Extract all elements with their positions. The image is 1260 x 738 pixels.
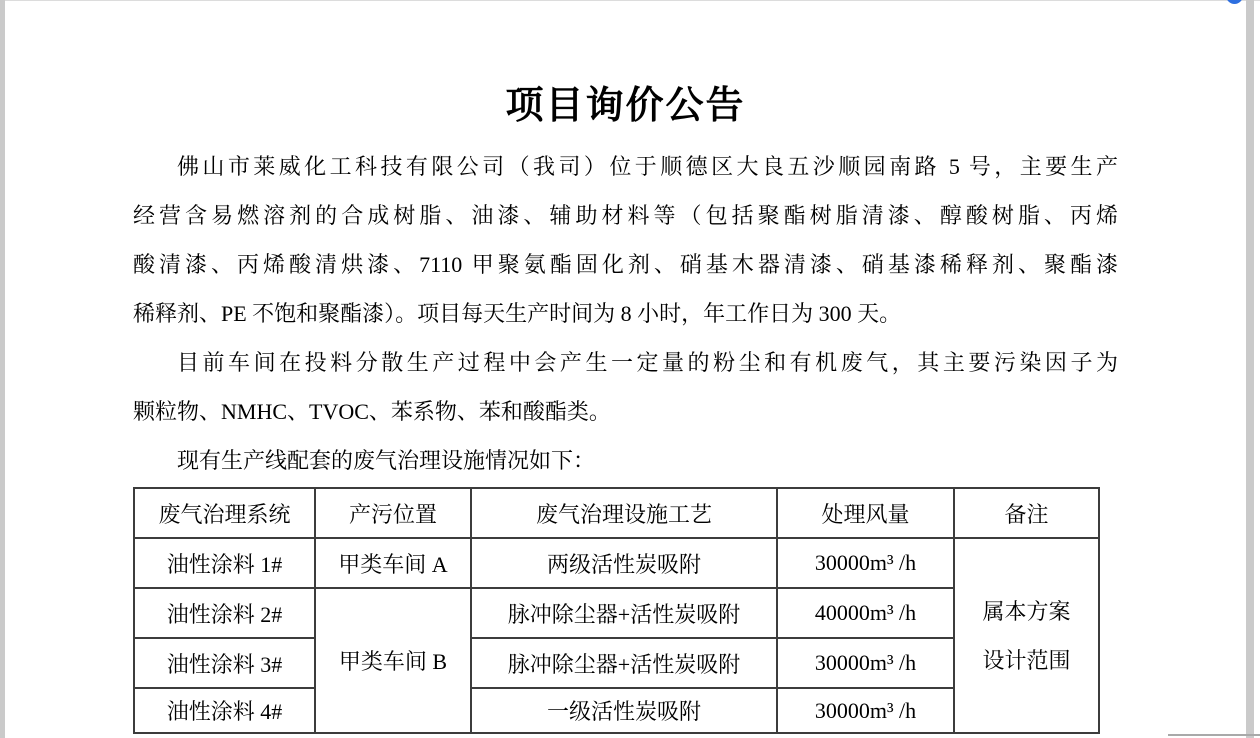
cell-system: 油性涂料 4#	[134, 688, 315, 733]
page-title: 项目询价公告	[505, 85, 746, 127]
table-row	[134, 538, 1099, 588]
remark-line1: 属本方案	[982, 598, 1071, 624]
header-cell-location: 产污位置	[315, 488, 471, 538]
cell-system: 油性涂料 1#	[134, 538, 315, 588]
cell-airflow: 30000m³ /h	[777, 638, 954, 688]
cell-process: 脉冲除尘器+活性炭吸附	[471, 588, 777, 638]
page-bottom-edge	[1168, 734, 1260, 736]
paragraph1-line2: 经营含易燃溶剂的合成树脂、油漆、辅助材料等（包括聚酯树脂清漆、醇酸树脂、丙烯	[133, 203, 1118, 228]
cell-airflow: 40000m³ /h	[777, 588, 954, 638]
cell-process: 脉冲除尘器+活性炭吸附	[471, 638, 777, 688]
waste-gas-treatment-table	[133, 487, 1100, 734]
cell-remark	[954, 538, 1099, 733]
cell-airflow: 30000m³ /h	[777, 538, 954, 588]
cell-process: 一级活性炭吸附	[471, 688, 777, 733]
paragraph2-line1: 目前车间在投料分散生产过程中会产生一定量的粉尘和有机废气，其主要污染因子为	[177, 350, 1118, 375]
cell-location: 甲类车间 A	[315, 538, 471, 588]
header-cell-airflow: 处理风量	[777, 488, 954, 538]
cell-process: 两级活性炭吸附	[471, 538, 777, 588]
paragraph1-line3: 酸清漆、丙烯酸清烘漆、7110 甲聚氨酯固化剂、硝基木器清漆、硝基漆稀释剂、聚酯漆	[133, 252, 1118, 277]
floating-blue-circle-icon[interactable]	[1226, 0, 1243, 4]
table-header-row	[134, 488, 1099, 538]
cell-airflow: 30000m³ /h	[777, 688, 954, 733]
remark-line2: 设计范围	[982, 647, 1071, 673]
paragraph1-line1: 佛山市莱威化工科技有限公司（我司）位于顺德区大良五沙顺园南路 5 号，主要生产	[177, 154, 1118, 179]
cell-location: 甲类车间 B	[315, 588, 471, 733]
paragraph3-line1: 现有生产线配套的废气治理设施情况如下：	[177, 448, 596, 473]
header-cell-system: 废气治理系统	[134, 488, 315, 538]
viewer-background-right	[1246, 0, 1254, 738]
header-cell-remark: 备注	[954, 488, 1099, 538]
cell-system: 油性涂料 3#	[134, 638, 315, 688]
paragraph1-line4: 稀释剂、PE 不饱和聚酯漆）。项目每天生产时间为 8 小时，年工作日为 300 天。	[133, 301, 902, 326]
paragraph2-line2: 颗粒物、NMHC、TVOC、苯系物、苯和酸酯类。	[133, 399, 611, 424]
body-text	[133, 142, 1118, 485]
cell-system: 油性涂料 2#	[134, 588, 315, 638]
header-cell-process: 废气治理设施工艺	[471, 488, 777, 538]
window-top-border	[0, 0, 1260, 1]
